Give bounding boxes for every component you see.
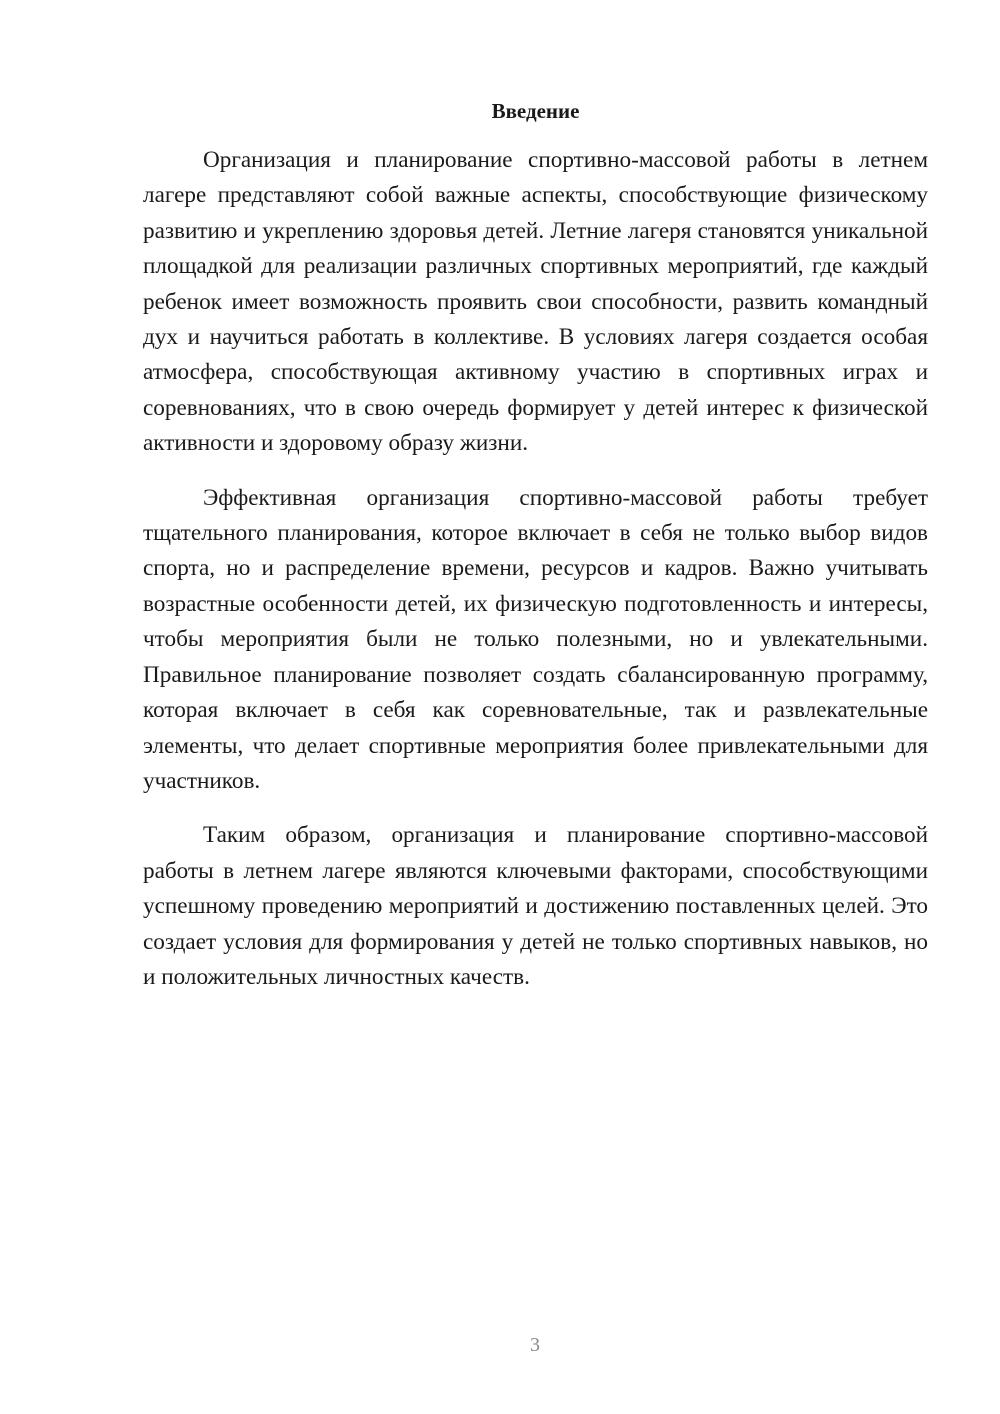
paragraph-3: Таким образом, организация и планирование спортивно-массовой работы в летнем лагере являются ключевыми факторами, способствующими успешному проведению мероприятий и достижению поставленных целей. Это создает условия для формирования у детей не только спортивных навыков, но и положительных личностных качеств. [143, 822, 928, 990]
document-body [143, 95, 928, 1014]
paragraph-1: Организация и планирование спортивно-массовой работы в летнем лагере представляют собой важные аспекты, способствующие физическому развитию и укреплению здоровья детей. Летние лагеря становятся уникальной площадкой для реализации различных спортивных мероприятий, где каждый ребенок имеет возможность проявить свои способности, развить командный дух и научиться работать в коллективе. В условиях лагеря создается особая атмосфера, способствующая активному участию в спортивных играх и соревнованиях, что в свою очередь формирует у детей интерес к физической активности и здоровому образу жизни. [143, 147, 928, 457]
page-number: 3 [530, 1334, 540, 1356]
section-title: Введение [491, 99, 580, 123]
paragraph-2: Эффективная организация спортивно-массовой работы требует тщательного планирования, которое включает в себя не только выбор видов спорта, но и распределение времени, ресурсов и кадров. Важно учитывать возрастные особенности детей, их физическую подготовленность и интересы, чтобы мероприятия были не только полезными, но и увлекательными. Правильное планирование позволяет создать сбалансированную программу, которая включает в себя как соревновательные, так и развлекательные элементы, что делает спортивные мероприятия более привлекательными для участников. [143, 484, 928, 794]
